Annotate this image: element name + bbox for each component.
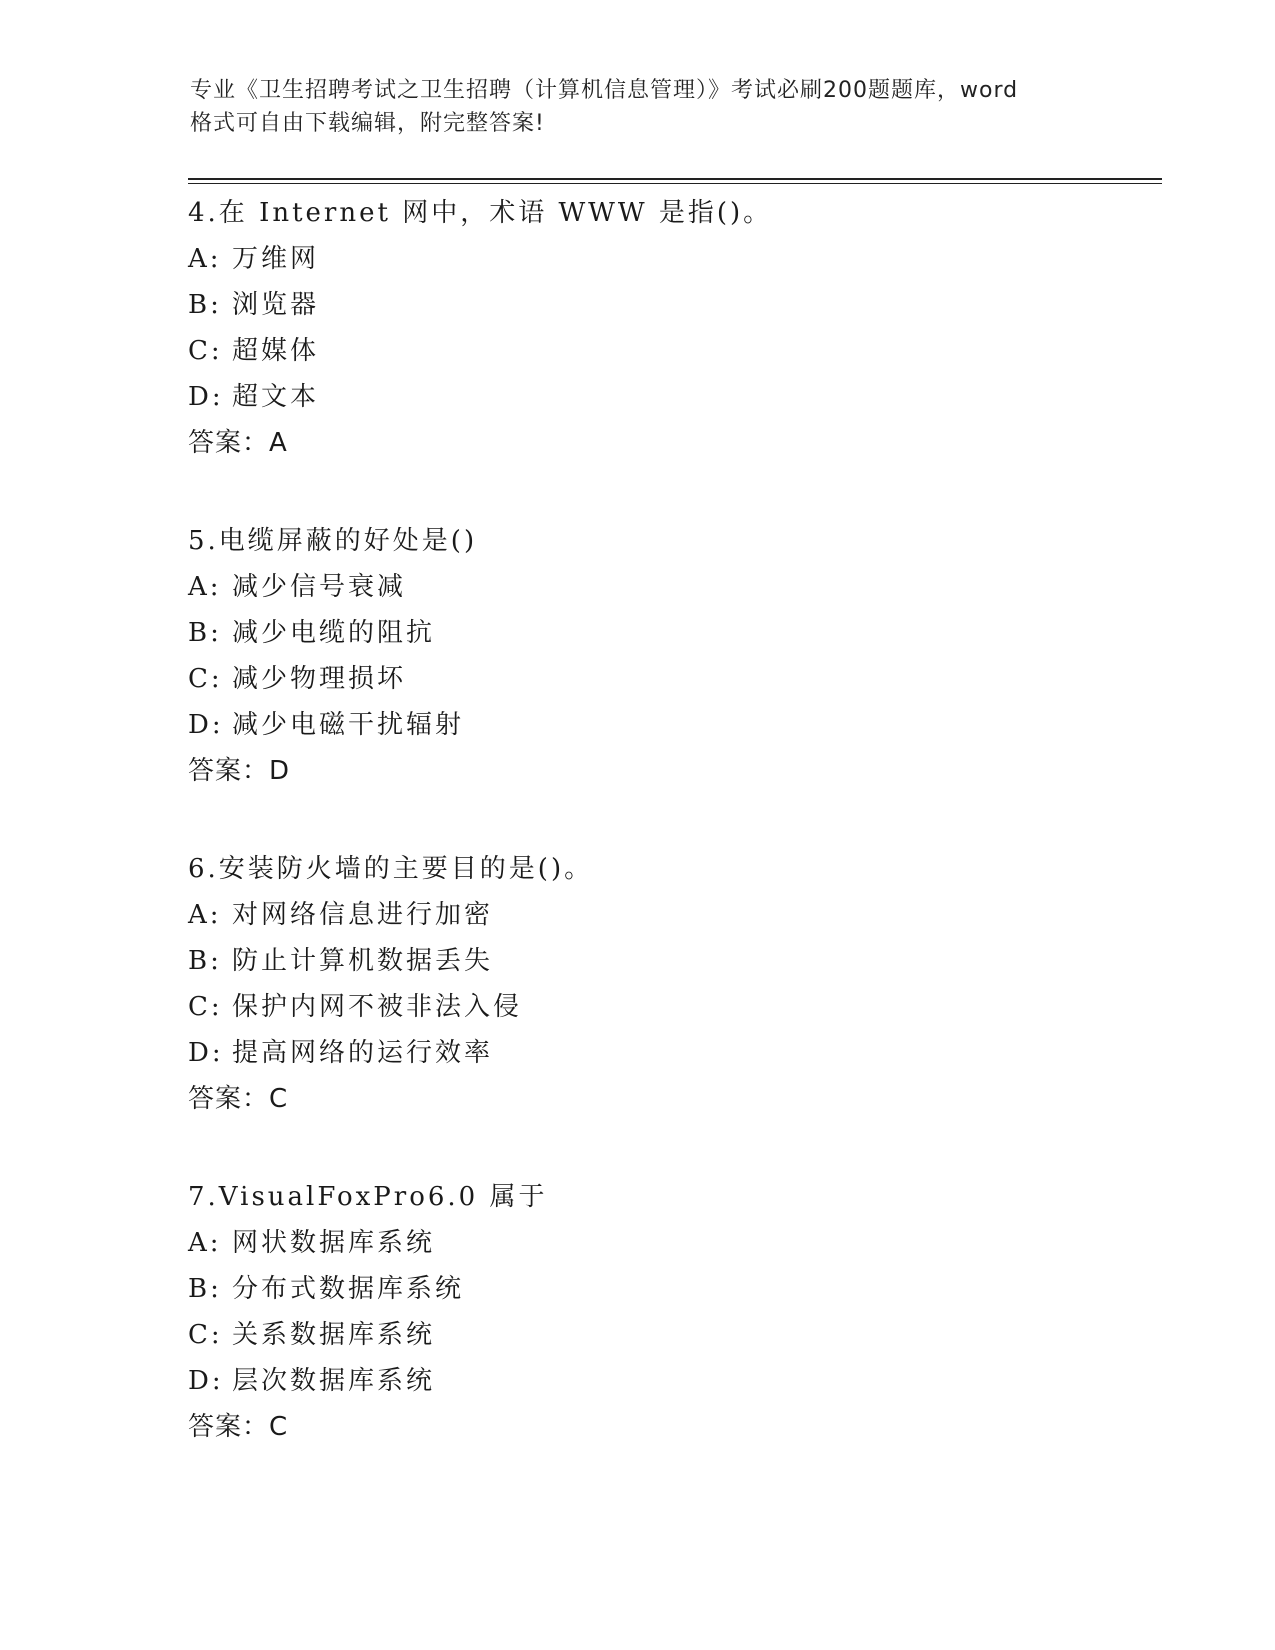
question-stem: 5.电缆屏蔽的好处是() — [188, 526, 478, 556]
option-letter: D: — [188, 1038, 224, 1068]
option-text: 对网络信息进行加密 — [232, 900, 494, 930]
option-d — [188, 702, 1148, 748]
option-b — [188, 938, 1148, 984]
option-text: 减少电磁干扰辐射 — [232, 710, 465, 740]
option-letter: B: — [188, 1274, 222, 1304]
header-line-1: 专业《卫生招聘考试之卫生招聘（计算机信息管理）》考试必刷200题题库，word — [190, 78, 1019, 103]
option-d — [188, 1030, 1148, 1076]
answer-line: 答案：A — [188, 428, 288, 458]
option-c — [188, 1312, 1148, 1358]
question-stem: 7.VisualFoxPro6.0 属于 — [188, 1182, 548, 1212]
option-text: 减少物理损坏 — [232, 664, 407, 694]
question-list — [188, 190, 1148, 1502]
question-stem: 6.安装防火墙的主要目的是()。 — [188, 854, 594, 884]
option-text: 防止计算机数据丢失 — [232, 946, 494, 976]
header-line-2: 格式可自由下载编辑，附完整答案! — [190, 111, 545, 136]
option-c — [188, 328, 1148, 374]
option-letter: D: — [188, 1366, 224, 1396]
option-letter: A: — [188, 1228, 222, 1258]
option-text: 提高网络的运行效率 — [232, 1038, 494, 1068]
option-text: 减少信号衰减 — [232, 572, 407, 602]
answer-line: 答案：C — [188, 1412, 289, 1442]
option-letter: A: — [188, 900, 222, 930]
option-letter: C: — [188, 1320, 223, 1350]
option-b — [188, 282, 1148, 328]
header-divider-thick — [188, 178, 1162, 180]
header-divider-thin — [188, 183, 1162, 184]
option-text: 关系数据库系统 — [232, 1320, 436, 1350]
option-text: 网状数据库系统 — [232, 1228, 436, 1258]
option-a — [188, 236, 1148, 282]
question-5 — [188, 518, 1148, 794]
option-text: 浏览器 — [232, 290, 320, 320]
option-letter: B: — [188, 618, 222, 648]
question-stem: 4.在 Internet 网中，术语 WWW 是指()。 — [188, 198, 773, 228]
option-a — [188, 892, 1148, 938]
option-a — [188, 1220, 1148, 1266]
option-c — [188, 984, 1148, 1030]
option-text: 分布式数据库系统 — [232, 1274, 465, 1304]
option-letter: C: — [188, 664, 223, 694]
document-header — [190, 74, 1090, 140]
option-text: 层次数据库系统 — [232, 1366, 436, 1396]
option-letter: A: — [188, 244, 222, 274]
option-text: 超媒体 — [232, 336, 320, 366]
question-7 — [188, 1174, 1148, 1450]
option-a — [188, 564, 1148, 610]
option-letter: B: — [188, 290, 222, 320]
option-letter: B: — [188, 946, 222, 976]
option-letter: C: — [188, 336, 223, 366]
option-letter: A: — [188, 572, 222, 602]
option-d — [188, 1358, 1148, 1404]
option-text: 减少电缆的阻抗 — [232, 618, 436, 648]
option-d — [188, 374, 1148, 420]
option-c — [188, 656, 1148, 702]
option-b — [188, 1266, 1148, 1312]
option-text: 超文本 — [232, 382, 320, 412]
option-text: 万维网 — [232, 244, 320, 274]
question-6 — [188, 846, 1148, 1122]
option-text: 保护内网不被非法入侵 — [232, 992, 523, 1022]
answer-line: 答案：C — [188, 1084, 289, 1114]
option-letter: D: — [188, 710, 224, 740]
option-letter: D: — [188, 382, 224, 412]
option-b — [188, 610, 1148, 656]
option-letter: C: — [188, 992, 223, 1022]
question-4 — [188, 190, 1148, 466]
answer-line: 答案：D — [188, 756, 291, 786]
